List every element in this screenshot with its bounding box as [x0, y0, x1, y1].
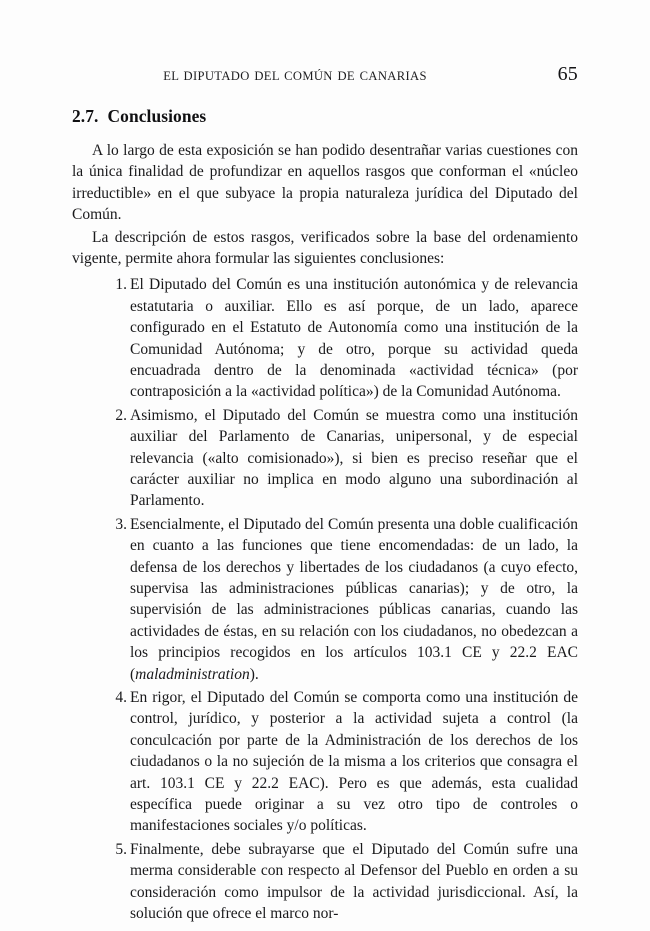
- section-number: 2.7.: [72, 106, 99, 126]
- list-item-text: [130, 839, 578, 925]
- list-item: [72, 514, 578, 685]
- list-item: [72, 274, 578, 402]
- list-item-marker: 4.: [115, 689, 127, 707]
- list-item-text-main: Asimismo, el Diputado del Común se muestra como una institución auxiliar del Parlamento de Canarias, unipersonal, y de especial relevancia («alto comisionado»), si bien es preciso reseñar que el carácter auxiliar no implica en modo alguno una subordinación al Parlamento.: [130, 406, 578, 510]
- conclusions-list: [72, 274, 578, 924]
- page-header: [72, 63, 578, 89]
- list-item-text-italic: maladministration: [135, 665, 250, 683]
- list-item-text: [130, 274, 578, 402]
- list-item-text-main: En rigor, el Diputado del Común se comporta como una institución de control, jurídico, y posterior a la actividad sujeta a control (la conculcación por parte de la Administración de los derechos de los ciudadanos o la no sujeción de la misma a los criterios que consagra el art. 103.1 CE y 22.2 EAC). Pero es que además, esta cualidad específica puede originar a su vez otro tipo de controles o manifestaciones sociales y/o políticas.: [130, 689, 578, 835]
- section-heading: [72, 106, 578, 127]
- intro-paragraph-1: A lo largo de esta exposición se han podido desentrañar varias cuestiones con la única finalidad de profundizar en aquellos rasgos que conforman el «núcleo irreductible» en el que subyace la propia naturaleza jurídica del Diputado del Común.: [72, 141, 578, 224]
- list-item: [72, 687, 578, 837]
- list-item-marker: 2.: [115, 406, 127, 424]
- list-item-marker: 5.: [115, 840, 127, 858]
- list-item-text: [130, 405, 578, 512]
- intro-paragraph-2: La descripción de estos rasgos, verificados sobre la base del ordenamiento vigente, permite ahora formular las siguientes conclusiones:: [72, 228, 578, 267]
- list-item-text-tail: ).: [249, 665, 259, 683]
- section-title: Conclusiones: [107, 106, 207, 126]
- page-number: 65: [557, 63, 578, 85]
- list-item: [72, 839, 578, 925]
- list-item-marker: 3.: [115, 515, 127, 533]
- list-item-marker: 1.: [115, 276, 127, 294]
- list-item-text-main: Esencialmente, el Diputado del Común presenta una doble cualificación en cuanto a las funciones que tiene encomendadas: de un lado, la defensa de los derechos y libertades de los ciudadanos (a cuyo efecto, supervisa las administraciones públicas canarias); y de otro, la supervisión de las administraciones públicas canarias, cuando las actividades de éstas, en su relación con los ciudadanos, no obedezcan a los principios recogidos en los artículos 103.1 CE y 22.2 EAC (: [130, 515, 578, 683]
- list-item-text-main: Finalmente, debe subrayarse que el Diputado del Común sufre una merma considerable con respecto al Defensor del Pueblo en orden a su consideración como impulsor de la actividad jurisdiccional. Así, la solución que ofrece el marco nor-: [130, 840, 578, 923]
- list-item-text-main: El Diputado del Común es una institución autonómica y de relevancia estatutaria o auxiliar. Ello es así porque, de un lado, aparece configurado en el Estatuto de Autonomía como una institución de la Comunidad Autónoma; y de otro, porque su actividad queda encuadrada dentro de la denominada «actividad técnica» (por contraposición a la «actividad política») de la Comunidad Autónoma.: [130, 276, 578, 401]
- list-item-text: [130, 514, 578, 685]
- page-text-block: [72, 106, 578, 927]
- list-item-text: [130, 687, 578, 837]
- list-item: [72, 405, 578, 512]
- running-head-title: EL DIPUTADO DEL COMÚN DE CANARIAS: [163, 69, 427, 83]
